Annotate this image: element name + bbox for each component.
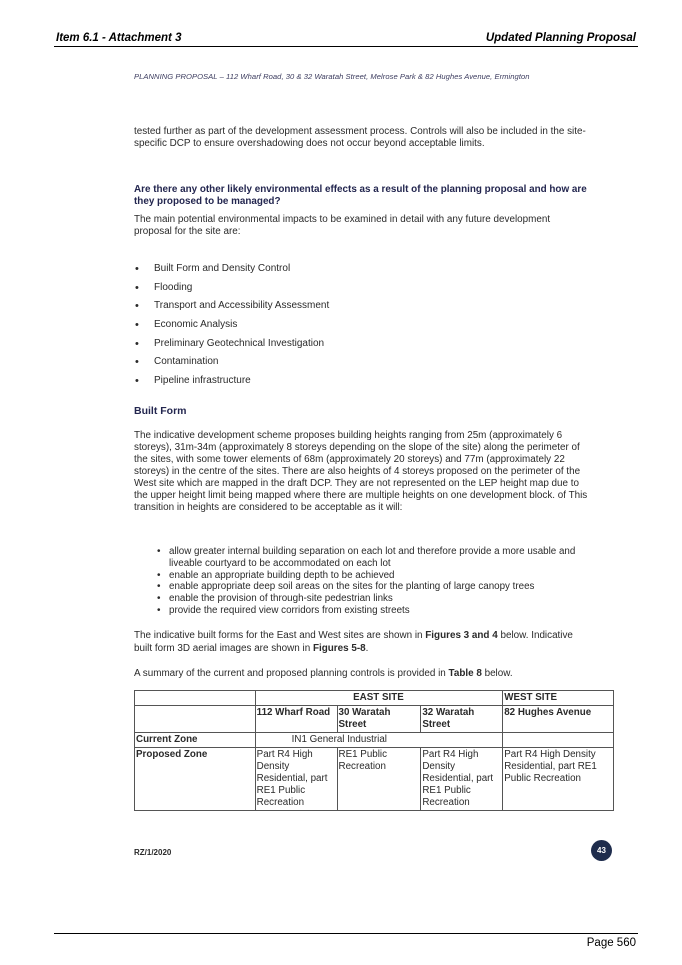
list-item: • Flooding <box>134 282 329 301</box>
row-label: Current Zone <box>135 733 256 748</box>
page-badge: 43 <box>591 840 612 861</box>
table-header-cell: EAST SITE <box>255 691 503 706</box>
list-item: • allow greater internal building separation on each lot and therefore provide a more usable and liveable courtyard to be accommodated on each lot <box>151 546 591 570</box>
paragraph-built-form: The indicative development scheme proposes building heights ranging from 25m (approximately 6 storeys), 31m-34m (approximately 8 storeys depending on the slope of the site) along the perimeter of the sites, with some tower elements of 68m (approximately 20 storeys) and 77m (approximately 22 storeys) in the centre of the sites. There are also heights of 4 storeys proposed on the perimeter of the West site which are mapped in the draft DCP. They are not represented on the LEP height map due to the upper height limit being mapped where there are multiple heights on one development block. of This transition in heights are considered to be acceptable as it will: <box>134 430 588 513</box>
list-item: • enable an appropriate building depth to be achieved <box>151 570 591 582</box>
built-form-heading: Built Form <box>134 405 187 417</box>
paragraph-overshadowing: tested further as part of the development assessment process. Controls will also be included in the site-specific DCP to ensure overshadowing does not occur beyond acceptable limits. <box>134 126 586 150</box>
page-number: Page 560 <box>586 937 636 949</box>
document-title: Updated Planning Proposal <box>485 32 636 44</box>
table-reference: Table 8 <box>448 668 482 679</box>
table-header-cell: 112 Wharf Road <box>255 706 337 733</box>
reference-code: RZ/1/2020 <box>134 848 172 857</box>
paragraph-impacts-intro: The main potential environmental impacts to be examined in detail with any future development proposal for the site are: <box>134 214 551 238</box>
impacts-list <box>134 263 329 394</box>
table-cell <box>135 706 256 733</box>
running-head: PLANNING PROPOSAL – 112 Wharf Road, 30 & 32 Waratah Street, Melrose Park & 82 Hughes Avenue, Ermington <box>134 72 530 81</box>
table-cell: RE1 Public Recreation <box>337 748 421 811</box>
list-item: • enable appropriate deep soil areas on the sites for the planting of large canopy trees <box>151 581 591 593</box>
table-cell <box>503 733 614 748</box>
table-header-cell: 82 Hughes Avenue <box>503 706 614 733</box>
table-cell: Part R4 High Density Residential, part RE1 Public Recreation <box>503 748 614 811</box>
table-row <box>135 733 614 748</box>
list-item: • Economic Analysis <box>134 319 329 338</box>
benefits-list <box>151 546 591 617</box>
list-item: • Pipeline infrastructure <box>134 375 329 394</box>
list-item: • provide the required view corridors from existing streets <box>151 605 591 617</box>
paragraph-figures: The indicative built forms for the East and West sites are shown in Figures 3 and 4 below. Indicative built form 3D aerial images are shown in Figures 5-8. <box>134 630 573 654</box>
table-header-cell: 30 Waratah Street <box>337 706 421 733</box>
attachment-label: Item 6.1 - Attachment 3 <box>56 32 182 44</box>
table-cell: IN1 General Industrial <box>255 733 503 748</box>
figure-reference: Figures 5-8 <box>312 642 366 654</box>
table-cell: Part R4 High Density Residential, part RE1 Public Recreation <box>421 748 503 811</box>
table-row <box>135 706 614 733</box>
table-cell <box>135 691 256 706</box>
list-item: • Transport and Accessibility Assessment <box>134 300 329 319</box>
table-header-cell: 32 Waratah Street <box>421 706 503 733</box>
paragraph-table-intro: A summary of the current and proposed planning controls is provided in Table 8 below. <box>134 668 513 679</box>
table-cell: Part R4 High Density Residential, part RE1 Public Recreation <box>255 748 337 811</box>
planning-controls-table <box>134 690 614 811</box>
table-row <box>135 691 614 706</box>
list-item: • Contamination <box>134 356 329 375</box>
table-header-cell: WEST SITE <box>503 691 614 706</box>
list-item: • Preliminary Geotechnical Investigation <box>134 338 329 357</box>
footer-divider <box>54 933 638 934</box>
header-divider <box>54 46 638 47</box>
list-item: • Built Form and Density Control <box>134 263 329 282</box>
list-item: • enable the provision of through-site pedestrian links <box>151 593 591 605</box>
section-question: Are there any other likely environmental effects as a result of the planning proposal and how are they proposed to be managed? <box>134 184 587 208</box>
row-label: Proposed Zone <box>135 748 256 811</box>
table-row <box>135 748 614 811</box>
figure-reference: Figures 3 and 4 <box>425 630 498 641</box>
